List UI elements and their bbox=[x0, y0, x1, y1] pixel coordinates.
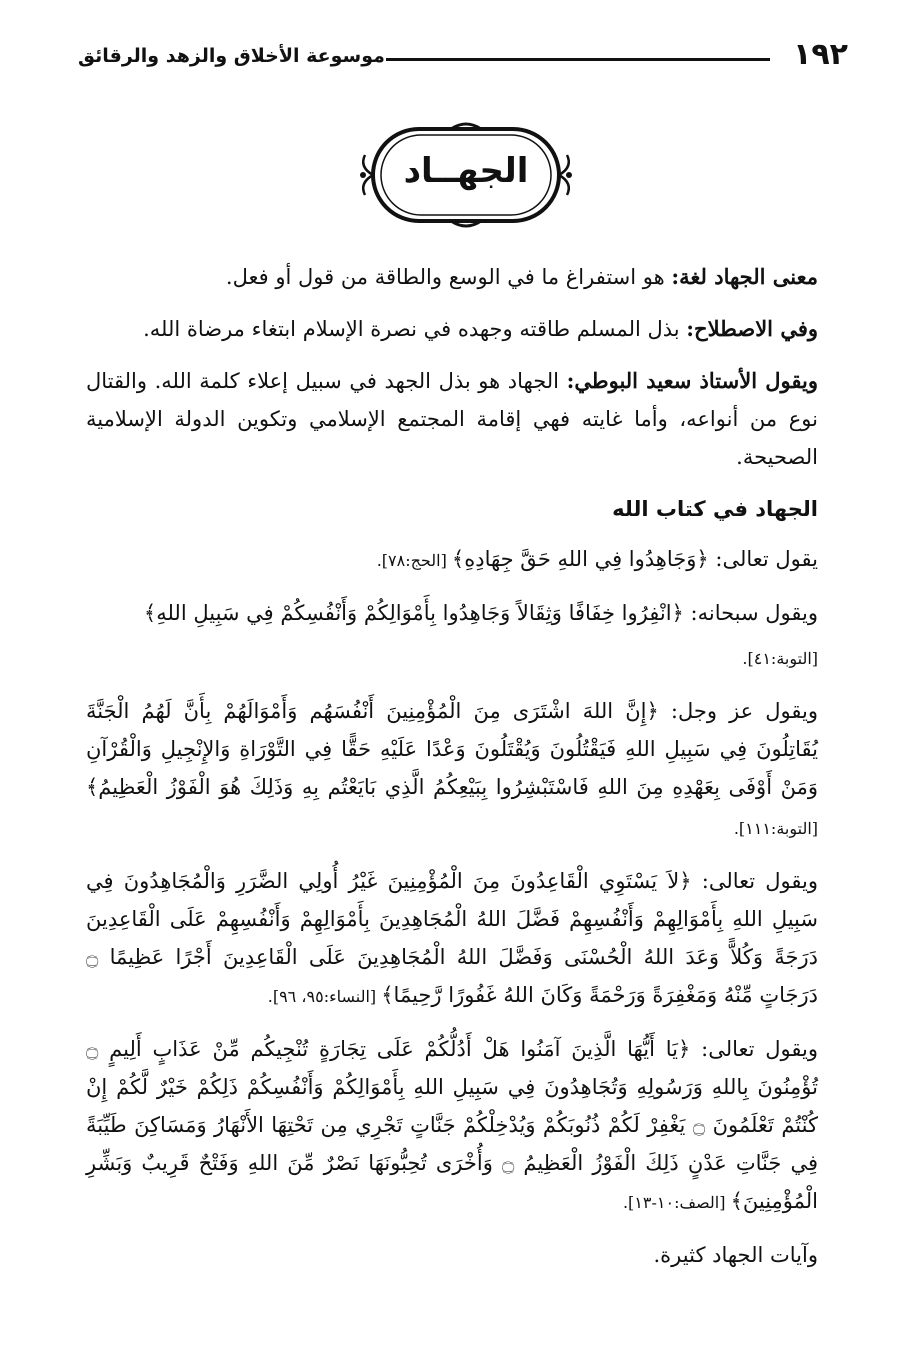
verse-2-ref-line bbox=[86, 638, 818, 678]
verse-3-intro: ويقول عز وجل: bbox=[658, 699, 818, 723]
bouti-quote-text: الجهاد هو بذل الجهد في سبيل إعلاء كلمة الله. والقتال نوع من أنواعه، وأما غايته فهي إقامة المجتمع الإسلامي وتكوين الدولة الإسلامية الصحيحة. bbox=[86, 369, 818, 469]
verse-2-text: ﴿انْفِرُوا خِفَافًا وَثِقَالاً وَجَاهِدُوا بِأَمْوَالِكُمْ وَأَنْفُسِكُمْ فِي سَبِيلِ اللهِ﴾ bbox=[143, 601, 684, 625]
definition-technical-text: بذل المسلم طاقته وجهده في نصرة الإسلام ابتغاء مرضاة الله. bbox=[143, 317, 687, 341]
verse-4-ref: [النساء:٩٥، ٩٦]. bbox=[267, 987, 382, 1006]
verse-2-ref: [التوبة:٤١]. bbox=[742, 649, 818, 668]
definition-technical bbox=[86, 310, 818, 348]
definition-linguistic bbox=[86, 258, 818, 296]
verse-1 bbox=[86, 540, 818, 580]
page-number: ١٩٢ bbox=[793, 37, 848, 72]
bouti-quote-lead: ويقول الأستاذ سعيد البوطي: bbox=[566, 368, 818, 393]
definition-linguistic-text: هو استفراغ ما في الوسع والطاقة من قول أو فعل. bbox=[225, 265, 672, 289]
running-header bbox=[78, 38, 848, 78]
verse-3-text: ﴿إِنَّ اللهَ اشْتَرَى مِنَ الْمُؤْمِنِينَ أَنْفُسَهُم وَأَمْوَالَهُمْ بِأَنَّ لَهُمُ الْجَنَّةَ يُقَاتِلُونَ فِي سَبِيلِ اللهِ فَيَقْتُلُونَ وَيُقْتَلُونَ وَعْدًا عَلَيْهِ حَقًّا فِي التَّوْرَاةِ وَالإِنْجِيلِ وَالْقُرْآنِ وَمَنْ أَوْفَى بِعَهْدِهِ مِنَ اللهِ فَاسْتَبْشِرُوا بِبَيْعِكُمُ الَّذِي بَايَعْتُم بِهِ وَذَلِكَ هُوَ الْفَوْزُ الْعَظِيمُ﴾ bbox=[86, 699, 818, 799]
verse-5-text: ﴿يَا أَيُّهَا الَّذِينَ آمَنُوا هَلْ أَدُلُّكُمْ عَلَى تِجَارَةٍ تُنْجِيكُم مِّنْ عَذَابٍ أَلِيمٍ ۝ تُؤْمِنُونَ بِاللهِ وَرَسُولِهِ وَتُجَاهِدُونَ فِي سَبِيلِ اللهِ بِأَمْوَالِكُمْ وَأَنْفُسِكُمْ ذَلِكُمْ خَيْرٌ لَّكُمْ إِنْ كُنْتُمْ تَعْلَمُونَ ۝ يَغْفِرْ لَكُمْ ذُنُوبَكُمْ وَيُدْخِلْكُمْ جَنَّاتٍ تَجْرِي مِن تَحْتِهَا الأَنْهَارُ وَمَسَاكِنَ طَيِّبَةً فِي جَنَّاتِ عَدْنٍ ذَلِكَ الْفَوْزُ الْعَظِيمُ ۝ وَأُخْرَى تُحِبُّونَهَا نَصْرٌ مِّنَ اللهِ وَفَتْحٌ قَرِيبٌ وَبَشِّرِ الْمُؤْمِنِينَ﴾ bbox=[86, 1037, 818, 1213]
verse-1-text: ﴿وَجَاهِدُوا فِي اللهِ حَقَّ جِهَادِهِ﴾ bbox=[451, 547, 709, 571]
definition-linguistic-lead: معنى الجهاد لغة: bbox=[671, 264, 818, 289]
verse-5 bbox=[86, 1030, 818, 1222]
verse-1-ref: [الحج:٧٨]. bbox=[376, 551, 452, 570]
book-title: موسوعة الأخلاق والزهد والرقائق bbox=[78, 45, 385, 67]
verse-4-intro: ويقول تعالى: bbox=[691, 869, 819, 893]
section-heading: الجهاد في كتاب الله bbox=[612, 497, 818, 521]
chapter-title-ornament bbox=[355, 115, 577, 235]
definition-technical-lead: وفي الاصطلاح: bbox=[686, 316, 818, 341]
closing-line: وآيات الجهاد كثيرة. bbox=[653, 1243, 818, 1267]
verse-2-intro: ويقول سبحانه: bbox=[683, 601, 818, 625]
verse-2 bbox=[86, 594, 818, 632]
verse-3 bbox=[86, 692, 818, 848]
bouti-quote bbox=[86, 362, 818, 476]
verse-5-intro: ويقول تعالى: bbox=[690, 1037, 819, 1061]
verse-4-text: ﴿لاَ يَسْتَوِي الْقَاعِدُونَ مِنَ الْمُؤْمِنِينَ غَيْرُ أُولِي الضَّرَرِ وَالْمُجَاهِدُونَ فِي سَبِيلِ اللهِ بِأَمْوَالِهِمْ وَأَنْفُسِهِمْ فَضَّلَ اللهُ الْمُجَاهِدِينَ بِأَمْوَالِهِمْ وَأَنْفُسِهِمْ عَلَى الْقَاعِدِينَ دَرَجَةً وَكُلاًّ وَعَدَ اللهُ الْحُسْنَى وَفَضَّلَ اللهُ الْمُجَاهِدِينَ عَلَى الْقَاعِدِينَ أَجْرًا عَظِيمًا ۝ دَرَجَاتٍ مِّنْهُ وَمَغْفِرَةً وَرَحْمَةً وَكَانَ اللهُ غَفُورًا رَّحِيمًا﴾ bbox=[86, 869, 818, 1007]
chapter-title: الجهــاد bbox=[403, 151, 529, 191]
verse-5-ref: [الصف:١٠-١٣]. bbox=[622, 1193, 731, 1212]
verse-1-intro: يقول تعالى: bbox=[708, 547, 818, 571]
header-rule bbox=[386, 58, 770, 61]
verse-4 bbox=[86, 862, 818, 1016]
verse-3-ref: [التوبة:١١١]. bbox=[733, 819, 818, 838]
page-body bbox=[86, 258, 818, 1288]
